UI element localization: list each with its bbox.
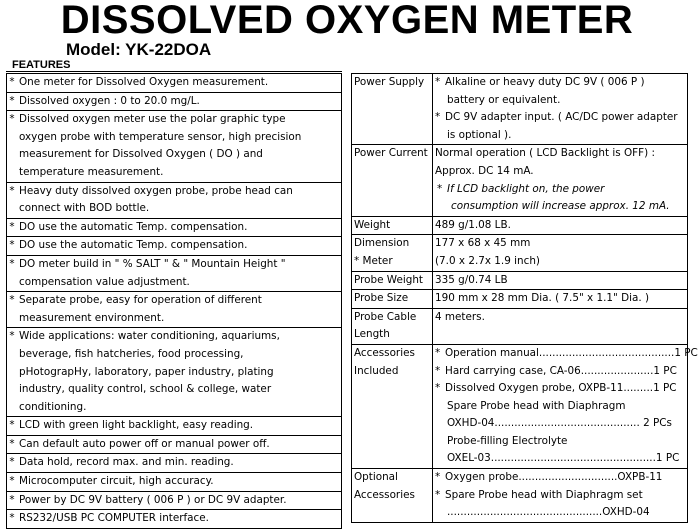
spec-value: 489 g/1.08 LB. xyxy=(433,216,688,235)
feature-text: Heavy duty dissolved oxygen probe, probe head can connect with BOD bottle. xyxy=(17,182,342,218)
feature-bullet: * xyxy=(7,491,18,510)
feature-text: Dissolved oxygen : 0 to 20.0 mg/L. xyxy=(17,92,342,111)
specifications-table xyxy=(351,73,698,523)
feature-bullet: * xyxy=(7,417,18,436)
feature-text: Microcomputer circuit, high accuracy. xyxy=(17,473,342,492)
spec-label: Power Current xyxy=(352,145,433,216)
feature-text: Dissolved oxygen meter use the polar graphic type oxygen probe with temperature sensor, high precision measurement for Dissolved Oxygen ( DO ) and temperature measurement. xyxy=(17,111,342,182)
feature-row xyxy=(7,491,342,510)
spec-label: Probe Weight xyxy=(352,271,433,290)
feature-bullet: * xyxy=(7,74,18,93)
features-table xyxy=(6,73,342,529)
spec-value: 4 meters. xyxy=(433,308,688,344)
spec-row-probe-cable xyxy=(352,308,688,344)
feature-row xyxy=(7,510,342,529)
feature-bullet: * xyxy=(7,473,18,492)
spec-value: 177 x 68 x 45 mm (7.0 x 2.7x 1.9 inch) xyxy=(433,235,688,271)
feature-bullet: * xyxy=(7,218,18,237)
page-title: DISSOLVED OXYGEN METER xyxy=(60,0,634,42)
spec-row-accessories xyxy=(352,344,688,468)
feature-row xyxy=(7,92,342,111)
feature-bullet: * xyxy=(7,182,18,218)
spec-row-optional xyxy=(352,469,688,523)
feature-text: DO use the automatic Temp. compensation. xyxy=(17,237,342,256)
spec-row-weight xyxy=(352,216,688,235)
spec-label: Weight xyxy=(352,216,433,235)
feature-text: One meter for Dissolved Oxygen measurement. xyxy=(17,74,342,93)
feature-text: Can default auto power off or manual power off. xyxy=(17,435,342,454)
feature-bullet: * xyxy=(7,328,18,417)
feature-row xyxy=(7,74,342,93)
feature-bullet: * xyxy=(7,92,18,111)
feature-row xyxy=(7,417,342,436)
feature-row xyxy=(7,237,342,256)
model-number: Model: YK-22DOA xyxy=(66,40,212,59)
feature-text: Wide applications: water conditioning, aquariums, beverage, fish hatcheries, food processing, pHotograpHy, laboratory, paper industry, plating industry, quality control, school & college, water conditioning. xyxy=(17,328,342,417)
feature-bullet: * xyxy=(7,237,18,256)
feature-row xyxy=(7,328,342,417)
feature-bullet: * xyxy=(7,111,18,182)
feature-bullet: * xyxy=(7,510,18,529)
feature-text: Separate probe, easy for operation of different measurement environment. xyxy=(17,292,342,328)
feature-row xyxy=(7,454,342,473)
feature-row xyxy=(7,473,342,492)
feature-row xyxy=(7,292,342,328)
spec-value: 335 g/0.74 LB xyxy=(433,271,688,290)
spec-label: Dimension * Meter xyxy=(352,235,433,271)
features-heading: FEATURES xyxy=(12,59,71,71)
spec-row-power-current xyxy=(352,145,688,216)
spec-label: Accessories Included xyxy=(352,344,433,468)
feature-row xyxy=(7,435,342,454)
spec-label: Probe Size xyxy=(352,290,433,309)
section-divider xyxy=(6,71,342,72)
feature-row xyxy=(7,182,342,218)
spec-row-dimension xyxy=(352,235,688,271)
spec-label: Power Supply xyxy=(352,74,433,145)
spec-row-probe-size xyxy=(352,290,688,309)
feature-text: DO meter build in " % SALT " & " Mountain Height " compensation value adjustment. xyxy=(17,255,342,291)
spec-value: * Alkaline or heavy duty DC 9V ( 006 P ) battery or equivalent. * DC 9V adapter input. ( AC/DC power adapter is optional ). xyxy=(433,74,688,145)
spec-row-power-supply xyxy=(352,74,688,145)
feature-bullet: * xyxy=(7,435,18,454)
feature-text: RS232/USB PC COMPUTER interface. xyxy=(17,510,342,529)
spec-value: * Oxygen probe..............................OXPB-11 * Spare Probe head with Diaphragm set ...............................................OXHD-04 xyxy=(433,469,688,523)
feature-bullet: * xyxy=(7,255,18,291)
spec-label: Probe Cable Length xyxy=(352,308,433,344)
spec-label: Optional Accessories xyxy=(352,469,433,523)
spec-value: * Operation manual.........................................1 PC * Hard carrying case, CA-06......................1 PC * Dissolved Oxygen probe, OXPB-11.........1 PC Spare Probe head with Diaphragm OXHD-04............................................ 2 PCs Probe-filling Electrolyte OXEL-03..................................................1 PC xyxy=(433,344,688,468)
feature-row xyxy=(7,111,342,182)
feature-text: Power by DC 9V battery ( 006 P ) or DC 9V adapter. xyxy=(17,491,342,510)
spec-row-probe-weight xyxy=(352,271,688,290)
feature-text: Data hold, record max. and min. reading. xyxy=(17,454,342,473)
feature-row xyxy=(7,218,342,237)
spec-value: 190 mm x 28 mm Dia. ( 7.5" x 1.1" Dia. ) xyxy=(433,290,688,309)
spec-value: Normal operation ( LCD Backlight is OFF) : Approx. DC 14 mA. * If LCD backlight on, the power consumption will increase approx. 12 mA. xyxy=(433,145,688,216)
feature-bullet: * xyxy=(7,454,18,473)
feature-row xyxy=(7,255,342,291)
feature-text: LCD with green light backlight, easy reading. xyxy=(17,417,342,436)
feature-text: DO use the automatic Temp. compensation. xyxy=(17,218,342,237)
feature-bullet: * xyxy=(7,292,18,328)
